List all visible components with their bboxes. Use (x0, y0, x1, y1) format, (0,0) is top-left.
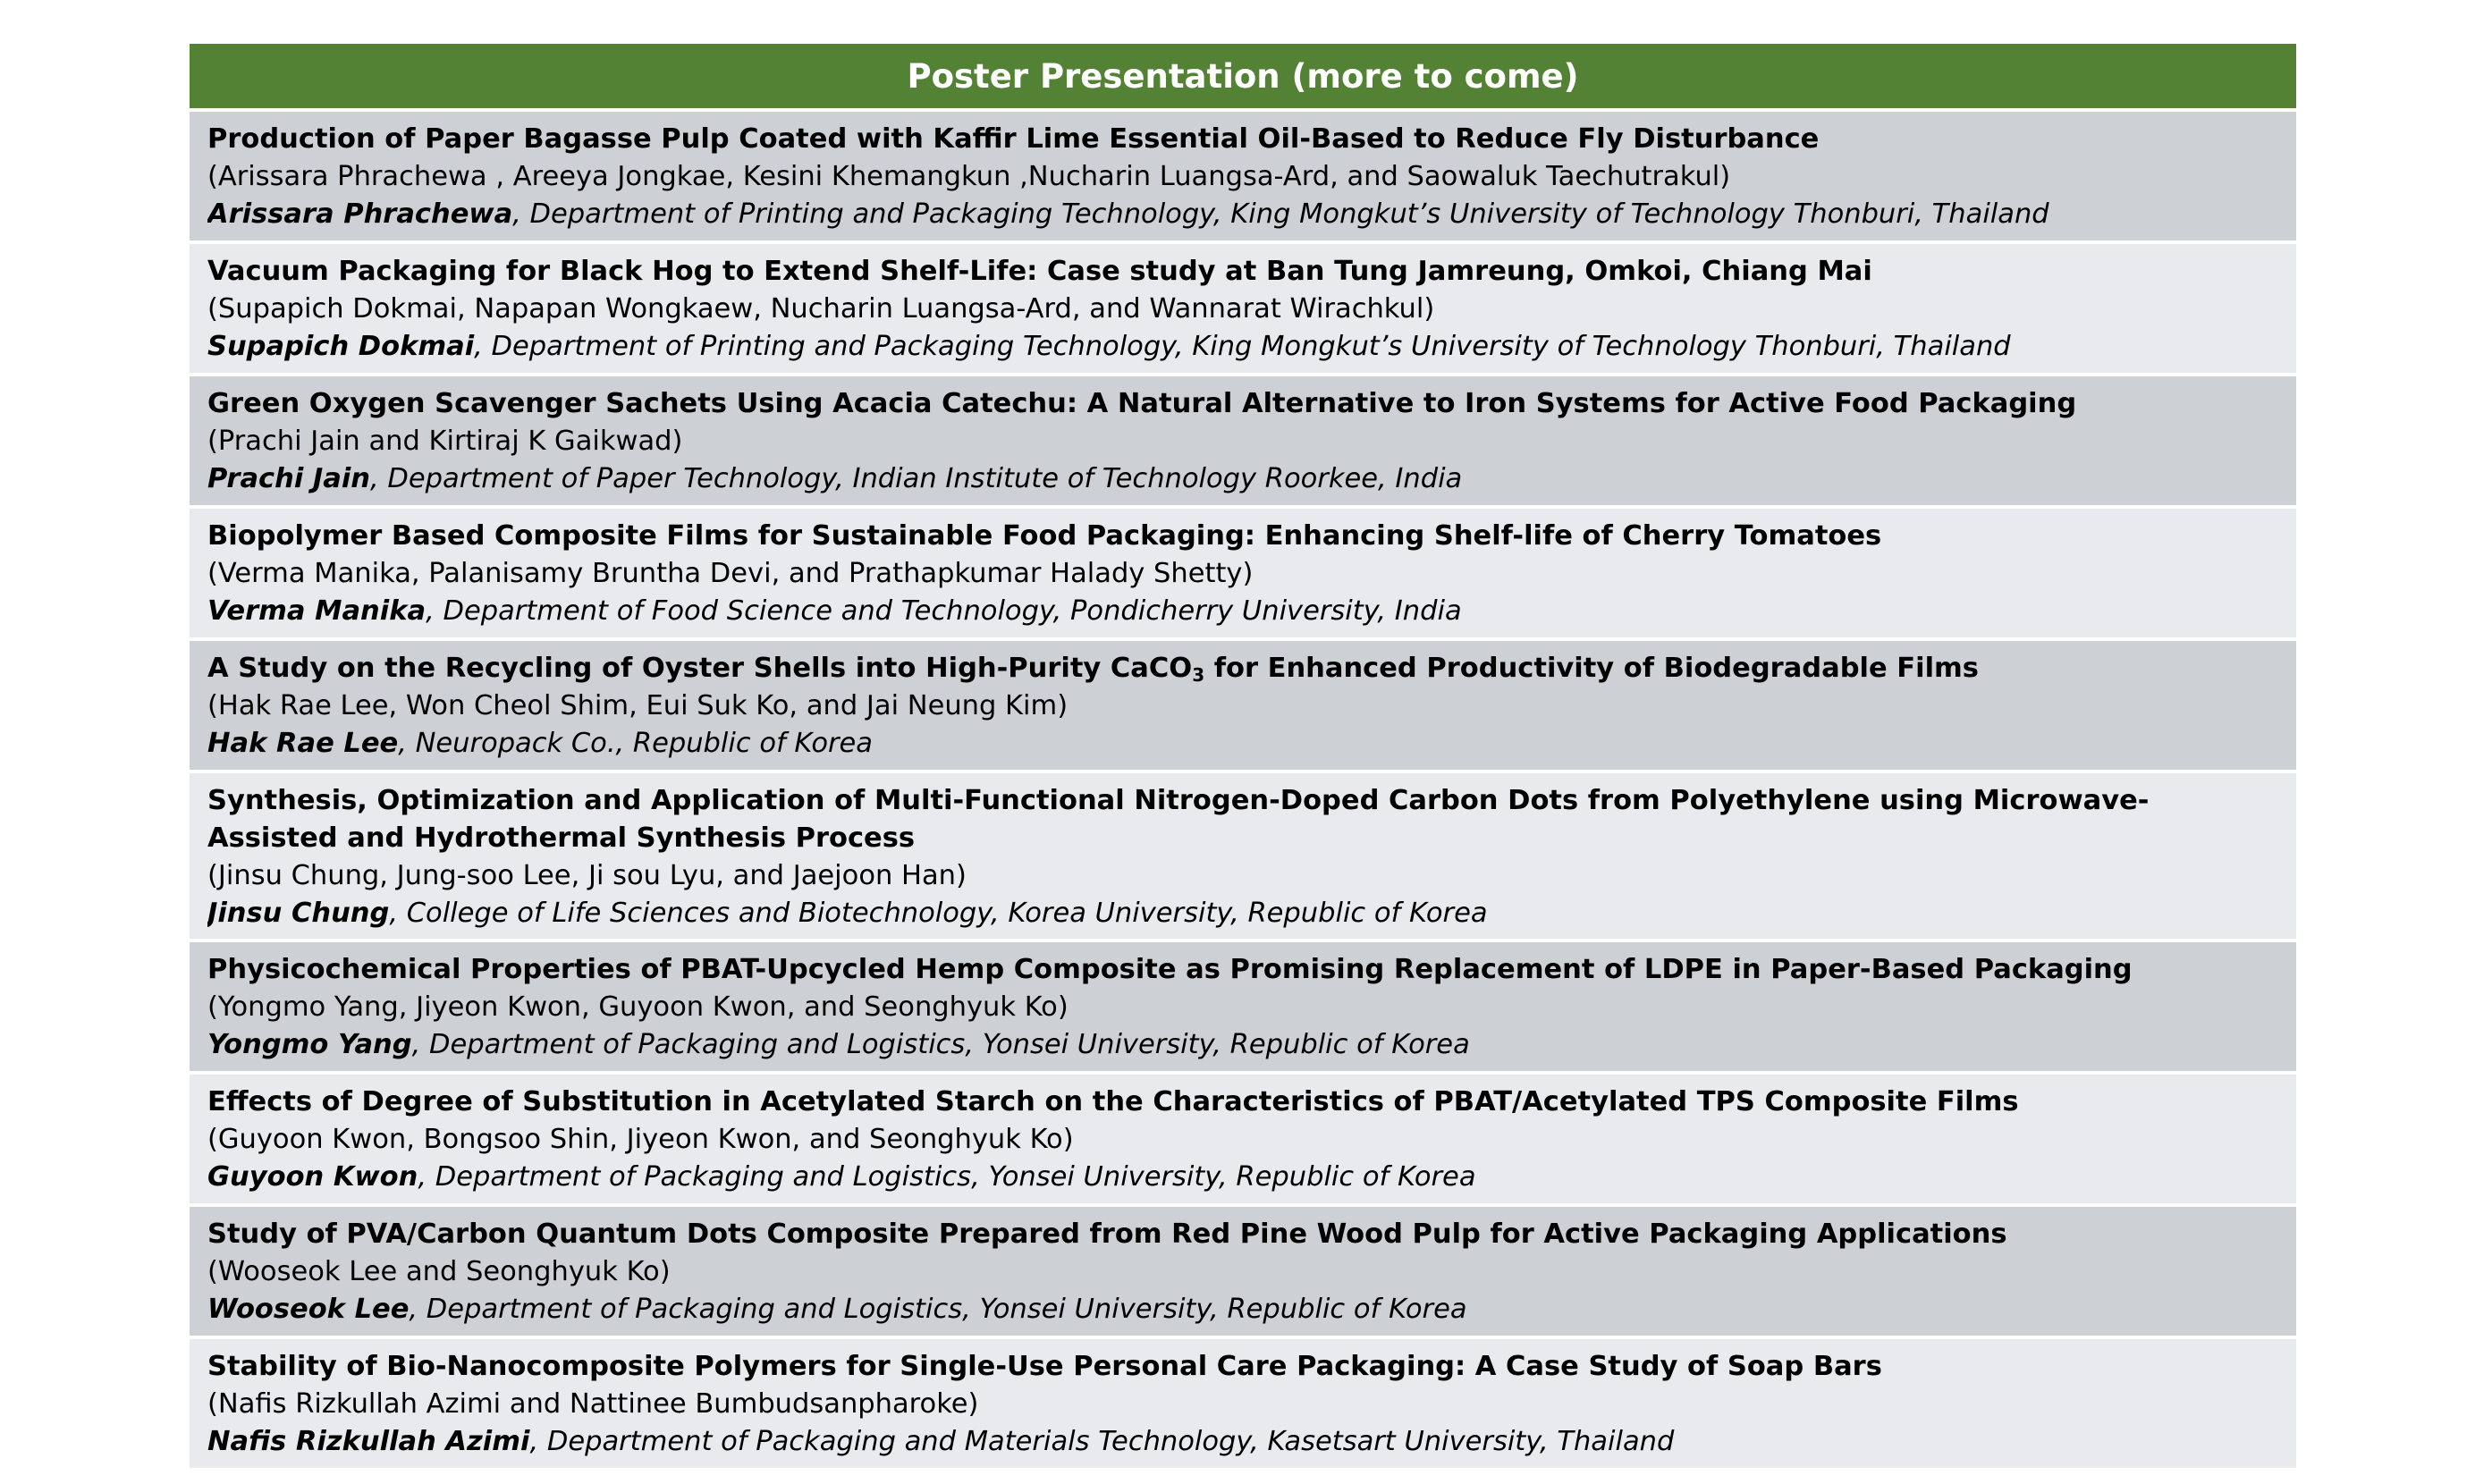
entry-title: Green Oxygen Scavenger Sachets Using Acacia Catechu: A Natural Alternative to Iron Systems for Active Food Packaging (207, 388, 2077, 419)
entry-title: Biopolymer Based Composite Films for Sustainable Food Packaging: Enhancing Shelf-life of Cherry Tomatoes (207, 520, 1882, 552)
entry-presenter-line (207, 725, 2278, 763)
entry-title: Synthesis, Optimization and Application of Multi-Functional Nitrogen-Doped Carbon Dots from Polyethylene using Microwave-Assisted and Hydrothermal Synthesis Process (207, 784, 2150, 854)
entry-title-part: for Enhanced Productivity of Biodegradable Films (1204, 653, 1979, 684)
presenter-affiliation: , College of Life Sciences and Biotechnology, Korea University, Republic of Korea (389, 897, 1488, 929)
entry-authors: (Wooseok Lee and Seonghyuk Ko) (207, 1256, 671, 1287)
presenter-name: Arissara Phrachewa (207, 198, 513, 230)
entry-title: Vacuum Packaging for Black Hog to Extend Shelf-Life: Case study at Ban Tung Jamreung, Omkoi, Chiang Mai (207, 256, 1872, 287)
presenter-affiliation: , Department of Packaging and Materials Technology, Kasetsart University, Thailand (529, 1426, 1675, 1457)
entry-title: Study of PVA/Carbon Quantum Dots Composite Prepared from Red Pine Wood Pulp for Active Packaging Applications (207, 1218, 2007, 1250)
poster-entry (190, 1071, 2296, 1203)
presenter-name: Guyoon Kwon (207, 1161, 418, 1193)
entry-title: Production of Paper Bagasse Pulp Coated with Kaffir Lime Essential Oil-Based to Reduce Fly Disturbance (207, 123, 1820, 155)
presenter-name: Wooseok Lee (207, 1294, 410, 1325)
entries-list (190, 108, 2296, 1468)
presenter-affiliation: , Department of Food Science and Technology, Pondicherry University, India (426, 595, 1462, 627)
poster-entry (190, 505, 2296, 637)
entry-authors: (Yongmo Yang, Jiyeon Kwon, Guyoon Kwon, and Seonghyuk Ko) (207, 991, 1069, 1023)
entry-authors: (Arissara Phrachewa , Areeya Jongkae, Kesini Khemangkun ,Nucharin Luangsa-Ard, and Saowaluk Taechutrakul) (207, 161, 1731, 192)
entry-authors: (Supapich Dokmai, Napapan Wongkaew, Nucharin Luangsa-Ard, and Wannarat Wirachkul) (207, 293, 1435, 325)
entry-presenter-line (207, 593, 2278, 630)
entry-presenter-line (207, 196, 2278, 233)
entry-authors: (Jinsu Chung, Jung-soo Lee, Ji sou Lyu, and Jaejoon Han) (207, 859, 967, 891)
header-title: Poster Presentation (more to come) (907, 56, 1579, 96)
presenter-name: Prachi Jain (207, 463, 371, 494)
entry-authors: (Nafis Rizkullah Azimi and Nattinee Bumbudsanpharoke) (207, 1388, 979, 1420)
entry-title-part: A Study on the Recycling of Oyster Shells into High-Purity CaCO (207, 653, 1193, 684)
poster-entry (190, 1336, 2296, 1468)
entry-title (207, 650, 2278, 687)
presenter-affiliation: , Department of Packaging and Logistics, Yonsei University, Republic of Korea (418, 1161, 1476, 1193)
poster-entry (190, 108, 2296, 240)
presenter-affiliation: , Department of Paper Technology, Indian Institute of Technology Roorkee, India (370, 463, 1463, 494)
presenter-name: Hak Rae Lee (207, 728, 399, 759)
presenter-affiliation: , Department of Printing and Packaging Technology, King Mongkut’s University of Technology Thonburi, Thailand (474, 331, 2011, 362)
entry-authors: (Hak Rae Lee, Won Cheol Shim, Eui Suk Ko, and Jai Neung Kim) (207, 690, 1069, 721)
presenter-name: Jinsu Chung (207, 897, 390, 929)
entry-title: Physicochemical Properties of PBAT-Upcycled Hemp Composite as Promising Replacement of LDPE in Paper-Based Packaging (207, 954, 2133, 985)
table-header (190, 44, 2296, 108)
presenter-name: Nafis Rizkullah Azimi (207, 1426, 530, 1457)
presenter-affiliation: , Neuropack Co., Republic of Korea (398, 728, 873, 759)
poster-entry (190, 637, 2296, 770)
entry-presenter-line (207, 460, 2278, 498)
entry-presenter-line (207, 1159, 2278, 1196)
entry-presenter-line (207, 1026, 2278, 1064)
entry-title: Effects of Degree of Substitution in Acetylated Starch on the Characteristics of PBAT/Acetylated TPS Composite Films (207, 1086, 2019, 1117)
presenter-name: Supapich Dokmai (207, 331, 475, 362)
poster-entry (190, 373, 2296, 505)
entry-presenter-line (207, 1291, 2278, 1328)
presenter-affiliation: , Department of Printing and Packaging Technology, King Mongkut’s University of Technology Thonburi, Thailand (512, 198, 2049, 230)
poster-entry (190, 770, 2296, 939)
poster-entry (190, 1203, 2296, 1336)
entry-presenter-line (207, 1423, 2278, 1461)
presenter-affiliation: , Department of Packaging and Logistics, Yonsei University, Republic of Korea (409, 1294, 1467, 1325)
entry-title: Stability of Bio-Nanocomposite Polymers for Single-Use Personal Care Packaging: A Case Study of Soap Bars (207, 1351, 1882, 1382)
entry-authors: (Verma Manika, Palanisamy Bruntha Devi, and Prathapkumar Halady Shetty) (207, 558, 1254, 589)
poster-entry (190, 240, 2296, 373)
entry-authors: (Prachi Jain and Kirtiraj K Gaikwad) (207, 426, 683, 457)
presenter-name: Yongmo Yang (207, 1029, 412, 1060)
entry-presenter-line (207, 328, 2278, 366)
entry-presenter-line (207, 895, 2278, 932)
poster-presentation-table (190, 44, 2296, 1468)
entry-authors: (Guyoon Kwon, Bongsoo Shin, Jiyeon Kwon, and Seonghyuk Ko) (207, 1124, 1074, 1155)
entry-title-subscript: 3 (1192, 664, 1205, 686)
presenter-name: Verma Manika (207, 595, 427, 627)
poster-entry (190, 939, 2296, 1071)
presenter-affiliation: , Department of Packaging and Logistics, Yonsei University, Republic of Korea (411, 1029, 1470, 1060)
